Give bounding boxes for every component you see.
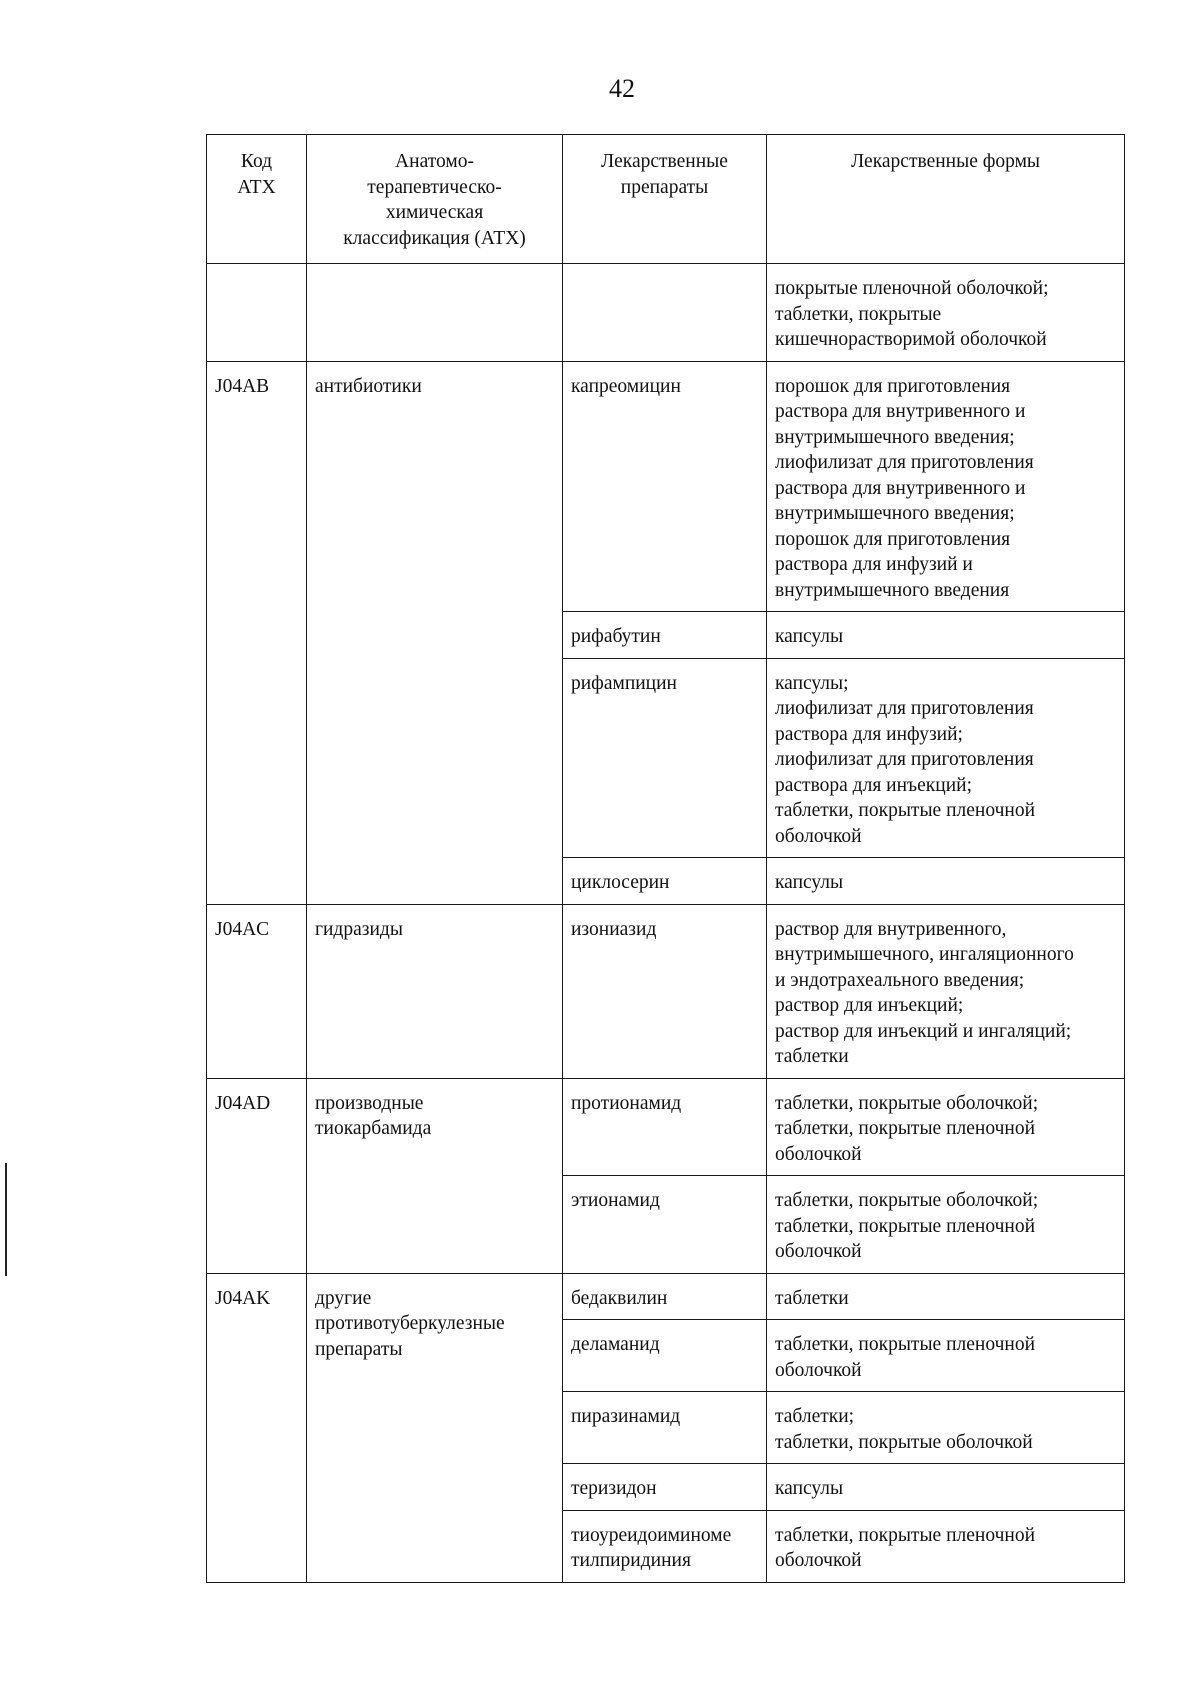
table-cell: [307, 264, 563, 362]
drug-forms: таблетки, покрытые оболочкой; таблетки, покрытые пленочной оболочкой: [767, 1176, 1125, 1274]
atx-classification: производные тиокарбамида: [307, 1078, 563, 1273]
drug-name: капреомицин: [563, 361, 767, 612]
drug-name: изониазид: [563, 904, 767, 1078]
drug-name: протионамид: [563, 1078, 767, 1176]
drug-forms: таблетки; таблетки, покрытые оболочкой: [767, 1392, 1125, 1464]
header-classification: Анатомо- терапевтическо- химическая классификация (АТХ): [307, 135, 563, 264]
drug-name: бедаквилин: [563, 1273, 767, 1320]
header-code: Код АТХ: [207, 135, 307, 264]
header-row: [207, 135, 1125, 264]
drug-forms: таблетки: [767, 1273, 1125, 1320]
table-cell: [563, 264, 767, 362]
atx-classification: другие противотуберкулезные препараты: [307, 1273, 563, 1582]
drug-name: этионамид: [563, 1176, 767, 1274]
drug-name: рифабутин: [563, 612, 767, 659]
drug-name: пиразинамид: [563, 1392, 767, 1464]
drug-forms: покрытые пленочной оболочкой; таблетки, покрытые кишечнорастворимой оболочкой: [767, 264, 1125, 362]
table-cell: [207, 264, 307, 362]
drug-forms: капсулы: [767, 1464, 1125, 1511]
continuation-row: [207, 264, 1125, 362]
drug-forms: таблетки, покрытые пленочной оболочкой: [767, 1320, 1125, 1392]
drug-forms: таблетки, покрытые пленочной оболочкой: [767, 1510, 1125, 1582]
table-row: [207, 1078, 1125, 1176]
header-drugs: Лекарственные препараты: [563, 135, 767, 264]
atx-code: J04AD: [207, 1078, 307, 1273]
atx-classification: антибиотики: [307, 361, 563, 904]
drug-name: циклосерин: [563, 858, 767, 905]
atx-code: J04AB: [207, 361, 307, 904]
atx-code: J04AC: [207, 904, 307, 1078]
drug-forms: таблетки, покрытые оболочкой; таблетки, покрытые пленочной оболочкой: [767, 1078, 1125, 1176]
atx-classification: гидразиды: [307, 904, 563, 1078]
drug-forms: капсулы: [767, 858, 1125, 905]
drug-forms: порошок для приготовления раствора для внутривенного и внутримышечного введения; лиофилизат для приготовления раствора для внутривенного и внутримышечного введения; порошок для приготовления раствора для инфузий и внутримышечного введения: [767, 361, 1125, 612]
drug-name: тиоуреидоиминоме тилпиридиния: [563, 1510, 767, 1582]
table-row: [207, 904, 1125, 1078]
drug-forms: капсулы: [767, 612, 1125, 659]
atx-table: [206, 134, 1125, 1583]
table-row: [207, 1273, 1125, 1320]
atx-code: J04AK: [207, 1273, 307, 1582]
page-number: 42: [609, 74, 635, 103]
margin-mark: [5, 1163, 7, 1276]
drug-name: деламанид: [563, 1320, 767, 1392]
table-row: [207, 361, 1125, 612]
drug-forms: капсулы; лиофилизат для приготовления раствора для инфузий; лиофилизат для приготовления раствора для инъекций; таблетки, покрытые пленочной оболочкой: [767, 658, 1125, 858]
drug-name: рифампицин: [563, 658, 767, 858]
drug-forms: раствор для внутривенного, внутримышечного, ингаляционного и эндотрахеального введения; раствор для инъекций; раствор для инъекций и ингаляций; таблетки: [767, 904, 1125, 1078]
header-forms: Лекарственные формы: [767, 135, 1125, 264]
drug-name: теризидон: [563, 1464, 767, 1511]
